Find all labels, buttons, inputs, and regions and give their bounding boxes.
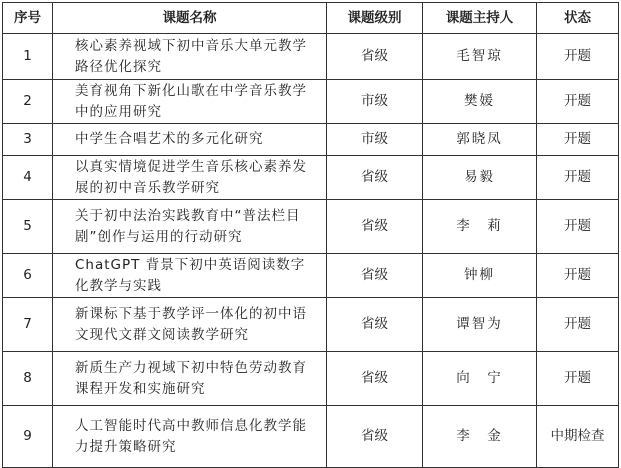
- header-status: 状态: [537, 3, 619, 34]
- table-header-row: [3, 3, 619, 34]
- row-title: 以真实情境促进学生音乐核心素养发展的初中音乐教学研究: [53, 156, 327, 200]
- row-status: 开题: [537, 200, 619, 254]
- header-host: 课题主持人: [423, 3, 537, 34]
- row-index: 6: [3, 254, 53, 298]
- row-level: 省级: [327, 200, 423, 254]
- row-status: 开题: [537, 254, 619, 298]
- row-title: 中学生合唱艺术的多元化研究: [53, 124, 327, 156]
- table-row: [3, 406, 619, 468]
- row-title: 核心素养视域下初中音乐大单元教学路径优化探究: [53, 34, 327, 80]
- row-index: 5: [3, 200, 53, 254]
- row-level: 省级: [327, 298, 423, 352]
- table-row: [3, 254, 619, 298]
- row-index: 1: [3, 34, 53, 80]
- row-index: 9: [3, 406, 53, 468]
- row-status: 中期检查: [537, 406, 619, 468]
- table-row: [3, 200, 619, 254]
- table-row: [3, 156, 619, 200]
- row-host: 易毅: [423, 156, 537, 200]
- row-index: 4: [3, 156, 53, 200]
- row-status: 开题: [537, 352, 619, 406]
- row-status: 开题: [537, 298, 619, 352]
- row-host: 李 莉: [423, 200, 537, 254]
- row-title: 关于初中法治实践教育中“普法栏目剧”创作与运用的行动研究: [53, 200, 327, 254]
- row-host: 向 宁: [423, 352, 537, 406]
- row-status: 开题: [537, 34, 619, 80]
- row-status: 开题: [537, 124, 619, 156]
- table-row: [3, 298, 619, 352]
- row-level: 市级: [327, 124, 423, 156]
- row-title: 新质生产力视域下初中特色劳动教育课程开发和实施研究: [53, 352, 327, 406]
- table-row: [3, 124, 619, 156]
- row-level: 省级: [327, 406, 423, 468]
- row-index: 7: [3, 298, 53, 352]
- row-level: 省级: [327, 34, 423, 80]
- row-index: 2: [3, 80, 53, 124]
- row-level: 省级: [327, 254, 423, 298]
- header-title: 课题名称: [53, 3, 327, 34]
- table-row: [3, 34, 619, 80]
- row-index: 8: [3, 352, 53, 406]
- row-status: 开题: [537, 80, 619, 124]
- table-row: [3, 80, 619, 124]
- row-level: 省级: [327, 156, 423, 200]
- row-host: 李 金: [423, 406, 537, 468]
- row-host: 钟柳: [423, 254, 537, 298]
- table-row: [3, 352, 619, 406]
- row-level: 省级: [327, 352, 423, 406]
- row-level: 市级: [327, 80, 423, 124]
- row-title: 人工智能时代高中教师信息化教学能力提升策略研究: [53, 406, 327, 468]
- row-status: 开题: [537, 156, 619, 200]
- row-index: 3: [3, 124, 53, 156]
- row-title: 美育视角下新化山歌在中学音乐教学中的应用研究: [53, 80, 327, 124]
- row-title: 新课标下基于教学评一体化的初中语文现代文群文阅读教学研究: [53, 298, 327, 352]
- row-host: 郭晓凤: [423, 124, 537, 156]
- row-host: 樊媛: [423, 80, 537, 124]
- row-host: 谭智为: [423, 298, 537, 352]
- row-title: ChatGPT 背景下初中英语阅读数字化教学与实践: [53, 254, 327, 298]
- project-table: [2, 2, 619, 468]
- row-host: 毛智琼: [423, 34, 537, 80]
- header-index: 序号: [3, 3, 53, 34]
- header-level: 课题级别: [327, 3, 423, 34]
